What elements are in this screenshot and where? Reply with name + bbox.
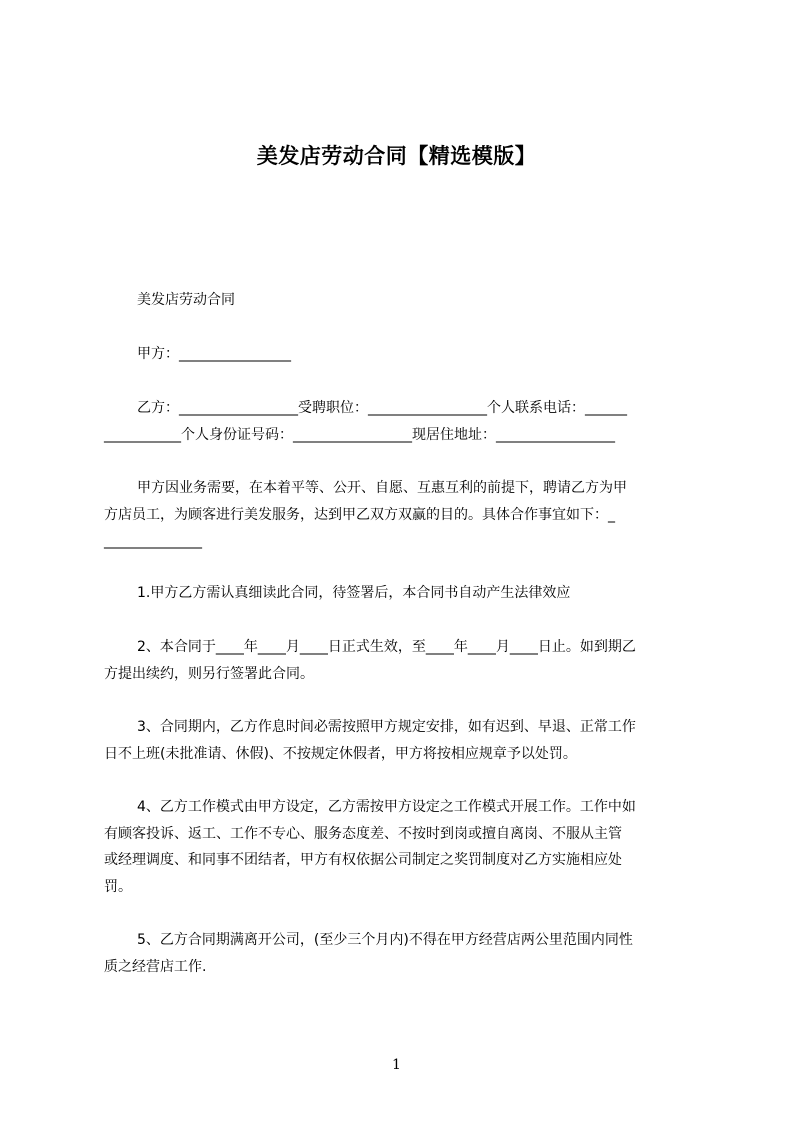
clause-4-line-3: 或经理调度、和同事不团结者，甲方有权依据公司制定之奖罚制度对乙方实施相应处 [104,852,622,868]
party-b-line-2: ___________个人身份证号码：_________________现居住地址：_________________ [104,426,615,443]
clause-3-line-1: 3、合同期内，乙方作息时间必需按照甲方规定安排，如有迟到、早退、正常工作 [137,719,636,735]
clause-4 [104,794,704,900]
intro-paragraph [104,475,704,555]
clause-2-line-1: 2、本合同于____年____月____日正式生效，至____年____月____日止。如到期乙 [137,639,636,655]
intro-line-3: ______________ [104,533,202,549]
clause-2-line-2: 方提出续约，则另行签署此合同。 [104,665,314,682]
party-a-line: 甲方：________________ [137,346,291,362]
clause-4-line-2: 有顾客投诉、返工、工作不专心、服务态度差、不按时到岗或擅自离岗、不服从主管 [104,825,622,842]
document-title: 美发店劳动合同【精选模版】 [256,144,537,168]
clause-4-line-4: 罚。 [104,878,132,895]
clause-2 [104,634,704,687]
party-b-line-1: 乙方：_________________受聘职位：_________________个人联系电话：______ [137,400,627,416]
clause-1 [104,580,704,607]
intro-line-2: 方店员工，为顾客进行美发服务，达到甲乙双方双赢的目的。具体合作事宜如下：_ [104,506,615,523]
party-b-section [104,395,704,448]
clause-1-line-1: 1.甲方乙方需认真细读此合同，待签署后，本合同书自动产生法律效应 [137,585,571,601]
clause-4-line-1: 4、乙方工作模式由甲方设定，乙方需按甲方设定之工作模式开展工作。工作中如 [137,799,636,815]
page-number: 1 [392,1057,401,1073]
clause-5 [104,927,704,980]
clause-5-line-1: 5、乙方合同期满离开公司，(至少三个月内)不得在甲方经营店两公里范围内同性 [137,932,633,948]
contract-heading: 美发店劳动合同 [137,292,235,308]
intro-line-1: 甲方因业务需要，在本着平等、公开、自愿、互惠互利的前提下，聘请乙方为甲 [137,480,627,496]
clause-3 [104,714,704,767]
clause-5-line-2: 质之经营店工作. [104,958,207,975]
clause-3-line-2: 日不上班(未批准请、休假)、不按规定休假者，甲方将按相应规章予以处罚。 [104,745,577,762]
